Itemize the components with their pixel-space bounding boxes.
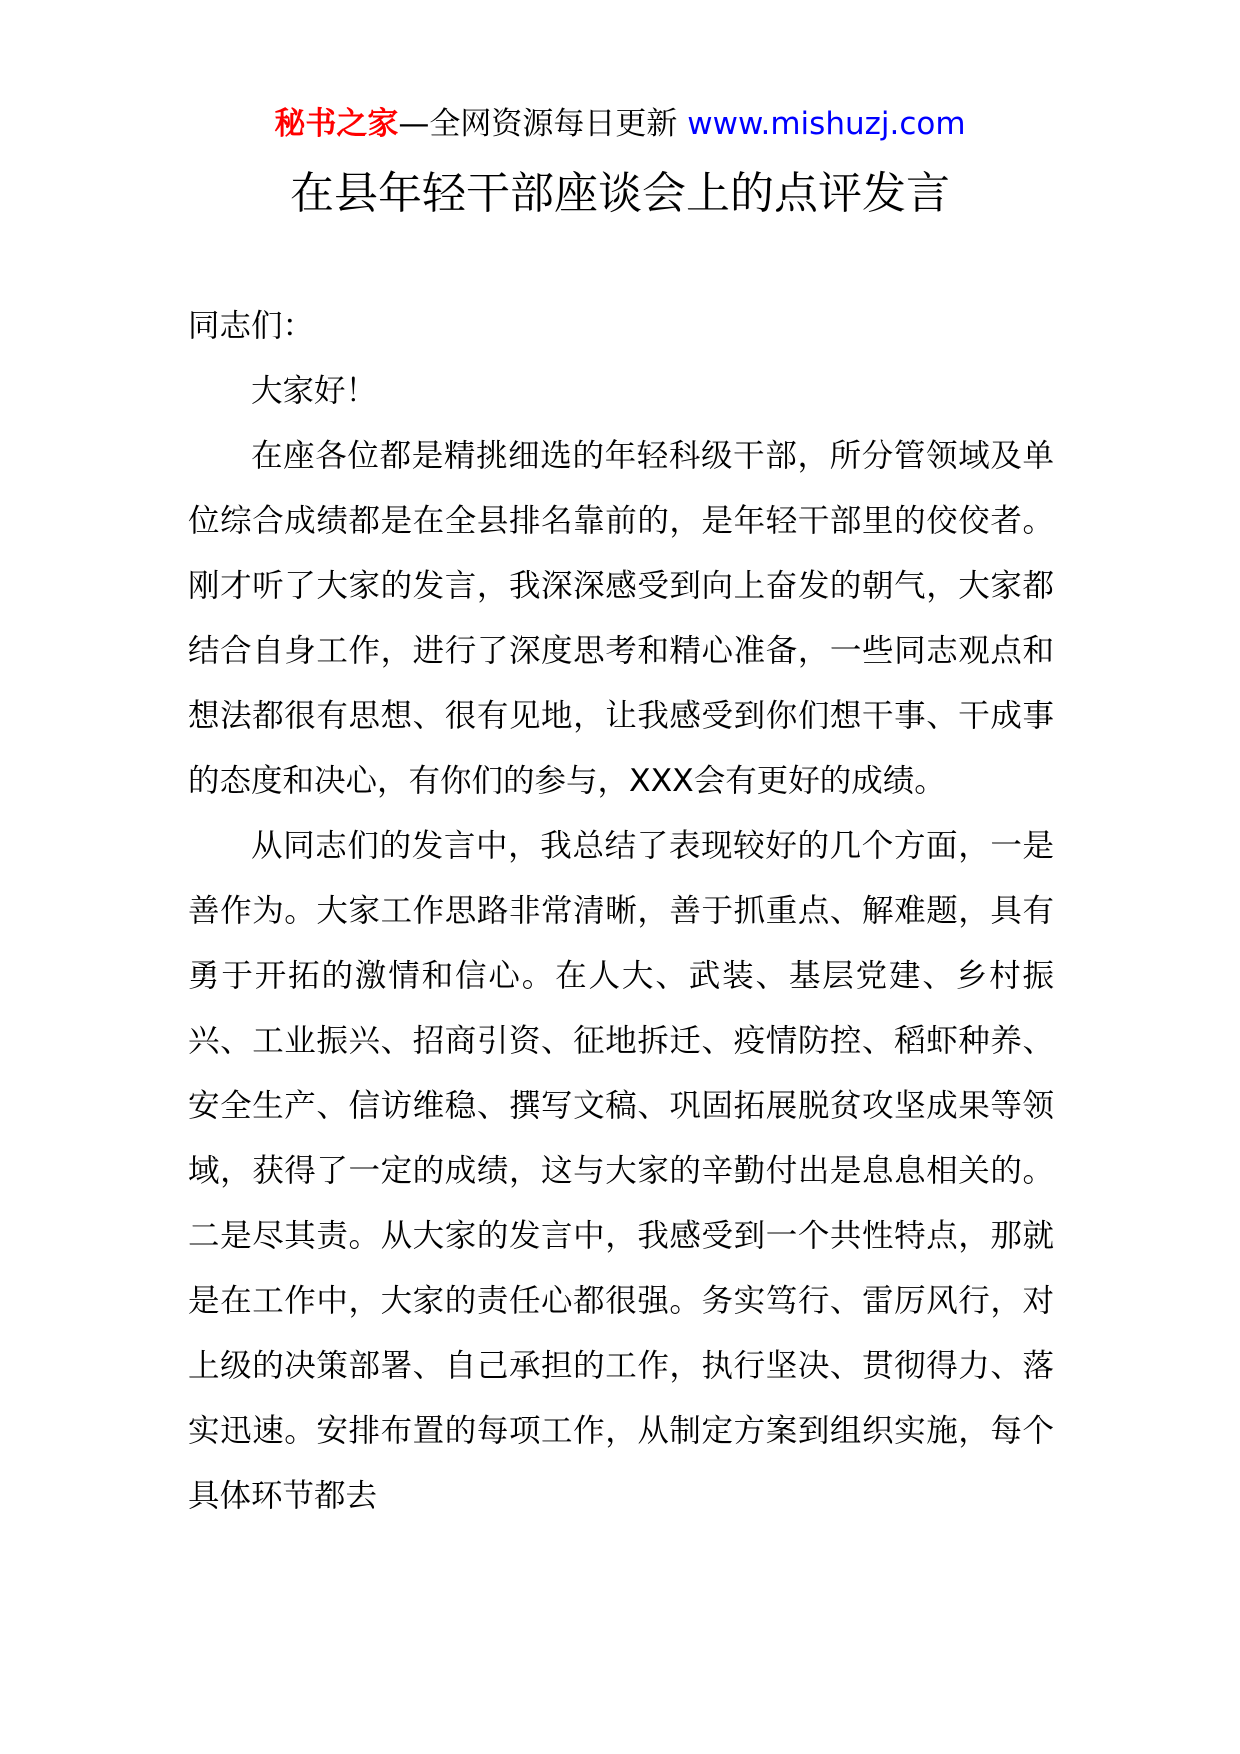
site-tagline: —全网资源每日更新 — [398, 106, 678, 142]
site-header — [0, 102, 1240, 146]
document-title: 在县年轻干部座谈会上的点评发言 — [290, 168, 950, 219]
salutation: 同志们： — [188, 308, 315, 344]
greeting: 大家好！ — [251, 373, 378, 409]
paragraph-2: 从同志们的发言中，我总结了表现较好的几个方面，一是善作为。大家工作思路非常清晰，善于抓重点、解难题，具有勇于开拓的激情和信心。在人大、武装、基层党建、乡村振兴、工业振兴、招商引资、征地拆迁、疫情防控、稻虾种养、安全生产、信访维稳、撰写文稿、巩固拓展脱贫攻坚成果等领域，获得了一定的成绩，这与大家的辛勤付出是息息相关的。二是尽其责。从大家的发言中，我感受到一个共性特点，那就是在工作中，大家的责任心都很强。务实笃行、雷厉风行，对上级的决策部署、自己承担的工作，执行坚决、贯彻得力、落实迅速。安排布置的每项工作，从制定方案到组织实施，每个具体环节都去 — [188, 828, 1054, 1514]
paragraph-1: 在座各位都是精挑细选的年轻科级干部，所分管领域及单位综合成绩都是在全县排名靠前的，是年轻干部里的佼佼者。刚才听了大家的发言，我深深感受到向上奋发的朝气，大家都结合自身工作，进行了深度思考和精心准备，一些同志观点和想法都很有思想、很有见地，让我感受到你们想干事、干成事的态度和决心，有你们的参与，XXX会有更好的成绩。 — [188, 438, 1054, 799]
document-body — [188, 294, 1054, 1529]
site-url-link[interactable]: www.mishuzj.com — [687, 106, 966, 142]
site-brand: 秘书之家 — [274, 106, 399, 142]
